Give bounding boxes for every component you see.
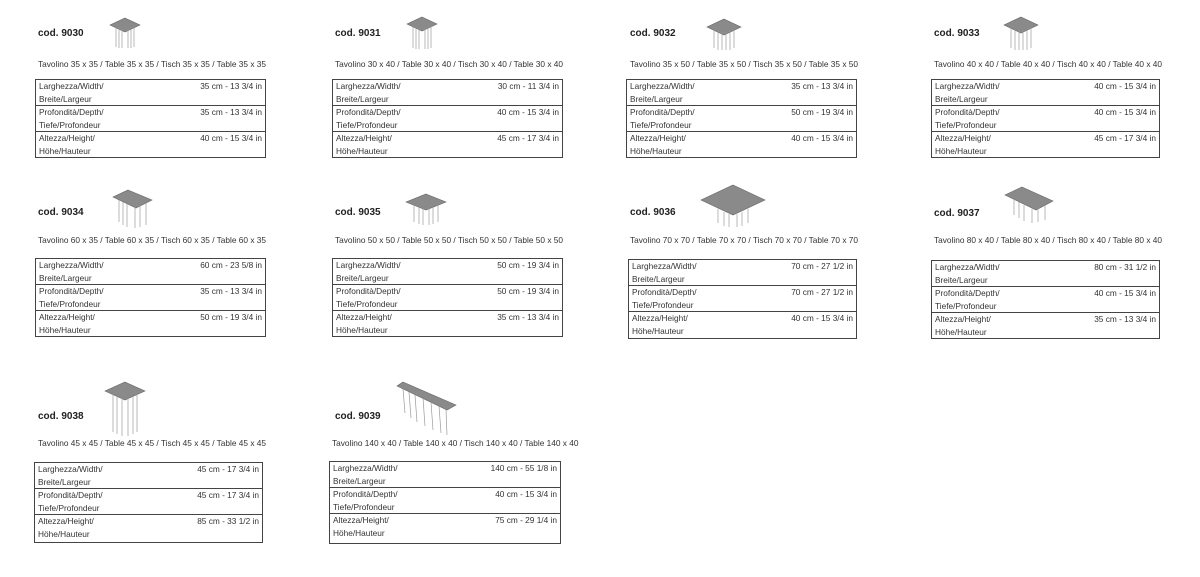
depth-row bbox=[333, 106, 562, 132]
depth-value: 40 cm - 15 3/4 in bbox=[495, 489, 557, 499]
depth-label-2: Tiefe/Profondeur bbox=[935, 120, 997, 130]
width-label-2: Breite/Largeur bbox=[336, 273, 389, 283]
width-label: Larghezza/Width/ bbox=[935, 81, 1000, 91]
width-value: 40 cm - 15 3/4 in bbox=[1094, 81, 1156, 91]
height-row bbox=[36, 311, 265, 337]
depth-row bbox=[932, 287, 1159, 313]
product-code: cod. 9036 bbox=[630, 207, 676, 218]
depth-label: Profondità/Depth/ bbox=[336, 286, 401, 296]
table-illustration-icon bbox=[102, 380, 148, 438]
depth-label-2: Tiefe/Profondeur bbox=[39, 120, 101, 130]
dimensions-table bbox=[626, 79, 857, 158]
width-label-2: Breite/Largeur bbox=[333, 476, 386, 486]
table-illustration-icon bbox=[105, 14, 145, 50]
height-label: Altezza/Height/ bbox=[630, 133, 686, 143]
height-label: Altezza/Height/ bbox=[336, 133, 392, 143]
depth-value: 70 cm - 27 1/2 in bbox=[791, 287, 853, 297]
width-label-2: Breite/Largeur bbox=[935, 94, 988, 104]
height-label: Altezza/Height/ bbox=[336, 312, 392, 322]
height-value: 40 cm - 15 3/4 in bbox=[791, 313, 853, 323]
depth-row bbox=[35, 489, 262, 515]
depth-value: 50 cm - 19 3/4 in bbox=[497, 286, 559, 296]
width-row bbox=[932, 261, 1159, 287]
depth-label: Profondità/Depth/ bbox=[935, 288, 1000, 298]
height-value: 35 cm - 13 3/4 in bbox=[497, 312, 559, 322]
width-value: 35 cm - 13 3/4 in bbox=[791, 81, 853, 91]
width-value: 140 cm - 55 1/8 in bbox=[490, 463, 557, 473]
width-label: Larghezza/Width/ bbox=[39, 81, 104, 91]
depth-label: Profondità/Depth/ bbox=[336, 107, 401, 117]
product-code: cod. 9033 bbox=[934, 28, 980, 39]
depth-label-2: Tiefe/Profondeur bbox=[336, 120, 398, 130]
width-label: Larghezza/Width/ bbox=[333, 463, 398, 473]
depth-label-2: Tiefe/Profondeur bbox=[630, 120, 692, 130]
product-description: Tavolino 50 x 50 / Table 50 x 50 / Tisch 50 x 50 / Table 50 x 50 bbox=[335, 235, 564, 245]
depth-value: 45 cm - 17 3/4 in bbox=[197, 490, 259, 500]
width-value: 70 cm - 27 1/2 in bbox=[791, 261, 853, 271]
dimensions-table bbox=[329, 461, 561, 544]
table-illustration-icon bbox=[403, 192, 449, 228]
depth-label-2: Tiefe/Profondeur bbox=[38, 503, 100, 513]
depth-label-2: Tiefe/Profondeur bbox=[632, 300, 694, 310]
width-value: 45 cm - 17 3/4 in bbox=[197, 464, 259, 474]
width-row bbox=[629, 260, 856, 286]
width-label: Larghezza/Width/ bbox=[39, 260, 104, 270]
width-row bbox=[333, 259, 562, 285]
height-label-2: Höhe/Hauteur bbox=[39, 146, 91, 156]
height-label-2: Höhe/Hauteur bbox=[935, 327, 987, 337]
depth-row bbox=[932, 106, 1159, 132]
product-code: cod. 9038 bbox=[38, 411, 84, 422]
width-label-2: Breite/Largeur bbox=[935, 275, 988, 285]
depth-row bbox=[333, 285, 562, 311]
product-description: Tavolino 80 x 40 / Table 80 x 40 / Tisch 80 x 40 / Table 80 x 40 bbox=[934, 235, 1163, 245]
height-value: 45 cm - 17 3/4 in bbox=[497, 133, 559, 143]
height-label-2: Höhe/Hauteur bbox=[336, 146, 388, 156]
depth-value: 50 cm - 19 3/4 in bbox=[791, 107, 853, 117]
depth-label-2: Tiefe/Profondeur bbox=[333, 502, 395, 512]
width-row bbox=[36, 80, 265, 106]
width-row bbox=[932, 80, 1159, 106]
height-row bbox=[35, 515, 262, 541]
width-row bbox=[36, 259, 265, 285]
width-label: Larghezza/Width/ bbox=[632, 261, 697, 271]
depth-row bbox=[36, 106, 265, 132]
height-value: 40 cm - 15 3/4 in bbox=[200, 133, 262, 143]
width-value: 50 cm - 19 3/4 in bbox=[497, 260, 559, 270]
height-value: 40 cm - 15 3/4 in bbox=[791, 133, 853, 143]
height-value: 75 cm - 29 1/4 in bbox=[495, 515, 557, 525]
depth-label: Profondità/Depth/ bbox=[935, 107, 1000, 117]
depth-row bbox=[330, 488, 560, 514]
width-label: Larghezza/Width/ bbox=[38, 464, 103, 474]
product-code: cod. 9034 bbox=[38, 207, 84, 218]
height-label: Altezza/Height/ bbox=[935, 314, 991, 324]
dimensions-table bbox=[931, 260, 1160, 339]
depth-row bbox=[629, 286, 856, 312]
height-label-2: Höhe/Hauteur bbox=[38, 529, 90, 539]
product-description: Tavolino 35 x 50 / Table 35 x 50 / Tisch 35 x 50 / Table 35 x 50 bbox=[630, 59, 859, 69]
depth-label-2: Tiefe/Profondeur bbox=[336, 299, 398, 309]
width-row bbox=[627, 80, 856, 106]
depth-label: Profondità/Depth/ bbox=[333, 489, 398, 499]
table-illustration-icon bbox=[403, 14, 441, 52]
height-label: Altezza/Height/ bbox=[38, 516, 94, 526]
height-value: 85 cm - 33 1/2 in bbox=[197, 516, 259, 526]
height-label: Altezza/Height/ bbox=[39, 133, 95, 143]
height-label-2: Höhe/Hauteur bbox=[630, 146, 682, 156]
depth-row bbox=[36, 285, 265, 311]
width-label-2: Breite/Largeur bbox=[632, 274, 685, 284]
dimensions-table bbox=[34, 462, 263, 543]
depth-label: Profondità/Depth/ bbox=[632, 287, 697, 297]
height-label: Altezza/Height/ bbox=[632, 313, 688, 323]
product-description: Tavolino 30 x 40 / Table 30 x 40 / Tisch 30 x 40 / Table 30 x 40 bbox=[335, 59, 564, 69]
height-row bbox=[932, 132, 1159, 158]
width-row bbox=[35, 463, 262, 489]
width-value: 80 cm - 31 1/2 in bbox=[1094, 262, 1156, 272]
table-illustration-icon bbox=[1000, 14, 1042, 52]
height-value: 45 cm - 17 3/4 in bbox=[1094, 133, 1156, 143]
table-illustration-icon bbox=[1002, 185, 1056, 227]
width-value: 35 cm - 13 3/4 in bbox=[200, 81, 262, 91]
dimensions-table bbox=[35, 79, 266, 158]
height-label: Altezza/Height/ bbox=[39, 312, 95, 322]
height-label: Altezza/Height/ bbox=[935, 133, 991, 143]
product-code: cod. 9039 bbox=[335, 411, 381, 422]
product-code: cod. 9032 bbox=[630, 28, 676, 39]
depth-row bbox=[627, 106, 856, 132]
depth-label-2: Tiefe/Profondeur bbox=[39, 299, 101, 309]
width-label: Larghezza/Width/ bbox=[935, 262, 1000, 272]
width-label-2: Breite/Largeur bbox=[39, 273, 92, 283]
height-label-2: Höhe/Hauteur bbox=[336, 325, 388, 335]
table-illustration-icon bbox=[395, 380, 459, 438]
height-label-2: Höhe/Hauteur bbox=[333, 528, 385, 538]
height-value: 35 cm - 13 3/4 in bbox=[1094, 314, 1156, 324]
product-description: Tavolino 35 x 35 / Table 35 x 35 / Tisch 35 x 35 / Table 35 x 35 bbox=[38, 59, 267, 69]
width-label-2: Breite/Largeur bbox=[39, 94, 92, 104]
width-label: Larghezza/Width/ bbox=[336, 81, 401, 91]
table-illustration-icon bbox=[110, 188, 156, 230]
width-label-2: Breite/Largeur bbox=[336, 94, 389, 104]
dimensions-table bbox=[628, 259, 857, 339]
width-value: 60 cm - 23 5/8 in bbox=[200, 260, 262, 270]
height-label: Altezza/Height/ bbox=[333, 515, 389, 525]
width-label-2: Breite/Largeur bbox=[630, 94, 683, 104]
product-code: cod. 9031 bbox=[335, 28, 381, 39]
depth-value: 40 cm - 15 3/4 in bbox=[497, 107, 559, 117]
width-value: 30 cm - 11 3/4 in bbox=[497, 81, 559, 91]
height-label-2: Höhe/Hauteur bbox=[935, 146, 987, 156]
product-code: cod. 9037 bbox=[934, 208, 980, 219]
height-row bbox=[330, 514, 560, 540]
dimensions-table bbox=[332, 258, 563, 337]
width-label: Larghezza/Width/ bbox=[336, 260, 401, 270]
height-row bbox=[36, 132, 265, 158]
height-row bbox=[333, 311, 562, 337]
dimensions-table bbox=[931, 79, 1160, 158]
dimensions-table bbox=[35, 258, 266, 337]
width-label: Larghezza/Width/ bbox=[630, 81, 695, 91]
depth-value: 35 cm - 13 3/4 in bbox=[200, 286, 262, 296]
height-row bbox=[333, 132, 562, 158]
height-label-2: Höhe/Hauteur bbox=[39, 325, 91, 335]
table-illustration-icon bbox=[703, 16, 745, 52]
product-description: Tavolino 45 x 45 / Table 45 x 45 / Tisch 45 x 45 / Table 45 x 45 bbox=[38, 438, 267, 448]
depth-value: 35 cm - 13 3/4 in bbox=[200, 107, 262, 117]
product-description: Tavolino 40 x 40 / Table 40 x 40 / Tisch 40 x 40 / Table 40 x 40 bbox=[934, 59, 1163, 69]
depth-label: Profondità/Depth/ bbox=[630, 107, 695, 117]
height-row bbox=[629, 312, 856, 338]
table-illustration-icon bbox=[698, 183, 768, 229]
product-description: Tavolino 140 x 40 / Table 140 x 40 / Tisch 140 x 40 / Table 140 x 40 bbox=[332, 438, 579, 448]
product-code: cod. 9030 bbox=[38, 28, 84, 39]
depth-label: Profondità/Depth/ bbox=[39, 286, 104, 296]
width-label-2: Breite/Largeur bbox=[38, 477, 91, 487]
height-row bbox=[932, 313, 1159, 339]
width-row bbox=[330, 462, 560, 488]
product-description: Tavolino 70 x 70 / Table 70 x 70 / Tisch 70 x 70 / Table 70 x 70 bbox=[630, 235, 859, 245]
depth-label-2: Tiefe/Profondeur bbox=[935, 301, 997, 311]
depth-label: Profondità/Depth/ bbox=[39, 107, 104, 117]
height-row bbox=[627, 132, 856, 158]
depth-value: 40 cm - 15 3/4 in bbox=[1094, 107, 1156, 117]
height-label-2: Höhe/Hauteur bbox=[632, 326, 684, 336]
height-value: 50 cm - 19 3/4 in bbox=[200, 312, 262, 322]
product-code: cod. 9035 bbox=[335, 207, 381, 218]
depth-value: 40 cm - 15 3/4 in bbox=[1094, 288, 1156, 298]
product-description: Tavolino 60 x 35 / Table 60 x 35 / Tisch 60 x 35 / Table 60 x 35 bbox=[38, 235, 267, 245]
dimensions-table bbox=[332, 79, 563, 158]
width-row bbox=[333, 80, 562, 106]
depth-label: Profondità/Depth/ bbox=[38, 490, 103, 500]
